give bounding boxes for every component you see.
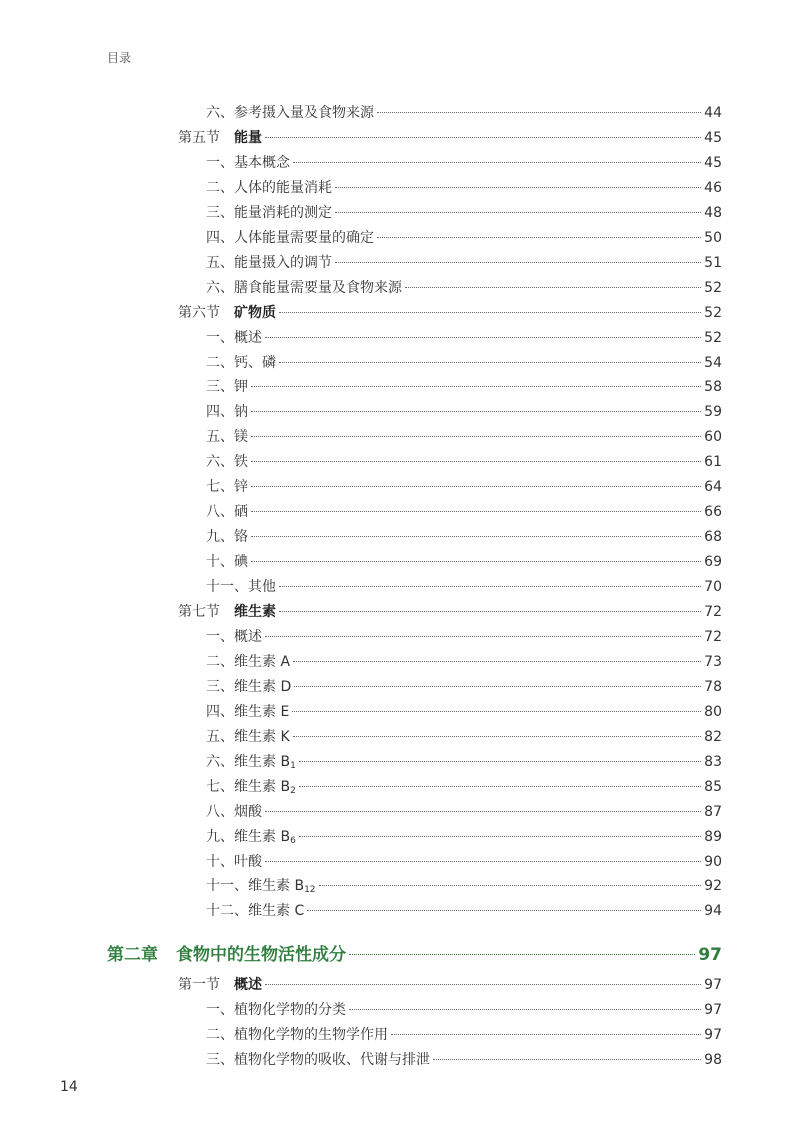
toc-page-number: 44 — [704, 105, 722, 121]
toc-entry-title — [206, 451, 248, 471]
toc-entry-title — [206, 352, 276, 372]
toc-entry-title — [206, 999, 346, 1019]
toc-item[interactable] — [206, 851, 722, 875]
toc-item[interactable] — [206, 676, 722, 700]
toc-entry-title — [206, 501, 248, 521]
dot-leader — [251, 560, 701, 562]
toc-item[interactable] — [206, 551, 722, 575]
toc-section[interactable] — [178, 974, 722, 998]
dot-leader — [279, 610, 701, 612]
toc-entry-title-text: 概述 — [234, 976, 262, 993]
toc-item[interactable] — [206, 751, 722, 775]
toc-item[interactable] — [206, 152, 722, 176]
toc-entry-title-text: 三、能量消耗的测定 — [206, 204, 332, 221]
dot-leader — [265, 136, 701, 138]
toc-entry-title-text: 九、维生素 B — [206, 828, 291, 845]
toc-page-number: 61 — [704, 454, 722, 471]
toc-entry-title-text: 五、维生素 K — [206, 728, 290, 745]
toc-entry-title-text: 十一、其他 — [206, 579, 276, 596]
toc-page-number: 68 — [704, 529, 722, 546]
toc-item[interactable] — [206, 352, 722, 376]
toc-entry-title-text: 八、硒 — [206, 504, 248, 521]
toc-entry-title — [234, 974, 262, 994]
toc-entry-title — [206, 1024, 388, 1044]
toc-page-number: 52 — [704, 329, 722, 346]
toc-page-number: 90 — [704, 853, 722, 870]
dot-leader — [294, 685, 701, 687]
dot-leader — [433, 1058, 701, 1060]
toc-entry-title — [206, 401, 248, 421]
toc-entry-title-text: 四、钠 — [206, 404, 248, 421]
toc-page-number: 48 — [704, 204, 722, 221]
toc-entry-subscript: 1 — [290, 760, 296, 771]
toc-page-number: 73 — [704, 653, 722, 670]
dot-leader — [251, 385, 701, 387]
dot-leader — [251, 460, 701, 462]
dot-leader — [299, 835, 701, 837]
toc-entry-subscript: 12 — [304, 885, 316, 896]
toc-entry-title-text: 六、参考摄入量及食物来源 — [206, 105, 374, 121]
toc-entry-subscript: 2 — [290, 785, 296, 796]
dot-leader — [265, 336, 701, 338]
toc-chapter[interactable] — [107, 940, 722, 968]
toc-entry-number: 第六节 — [178, 304, 220, 321]
toc-page-number: 83 — [704, 753, 722, 770]
toc-entry-title-text: 维生素 — [234, 604, 276, 620]
dot-leader — [293, 660, 701, 662]
toc-item[interactable] — [206, 576, 722, 600]
toc-page-number: 70 — [704, 579, 722, 596]
toc-page-number: 52 — [704, 279, 722, 296]
toc-entry-title — [234, 127, 262, 147]
toc-entry-number: 第一节 — [178, 976, 220, 993]
toc-entry-title-text: 三、钾 — [206, 379, 248, 396]
running-header: 目录 — [107, 51, 132, 65]
toc-entry-title-text: 五、镁 — [206, 429, 248, 446]
toc-page-number: 72 — [704, 628, 722, 645]
dot-leader — [405, 286, 701, 288]
toc-entry-title-text: 二、钙、磷 — [206, 354, 276, 371]
toc-item[interactable] — [206, 776, 722, 800]
toc-item[interactable] — [206, 327, 722, 351]
toc-entry-title — [206, 252, 332, 272]
toc-entry-title — [206, 177, 332, 197]
toc-item[interactable] — [206, 252, 722, 276]
toc-item[interactable] — [206, 177, 722, 201]
dot-leader — [251, 485, 701, 487]
toc-page-number: 69 — [704, 554, 722, 571]
toc-entry-title — [206, 327, 262, 347]
toc-item[interactable] — [206, 999, 722, 1023]
toc-page-number: 46 — [704, 179, 722, 196]
toc-entry-title — [206, 376, 248, 396]
toc-entry-title-text: 六、铁 — [206, 454, 248, 471]
toc-entry-title-text: 一、基本概念 — [206, 154, 290, 171]
toc-item[interactable] — [206, 501, 722, 525]
toc-page-number: 82 — [704, 728, 722, 745]
dot-leader — [265, 983, 701, 985]
toc-entry-number: 第七节 — [178, 604, 220, 620]
dot-leader — [299, 760, 701, 762]
toc-page-number: 92 — [704, 878, 722, 895]
toc-page-number: 78 — [704, 678, 722, 695]
toc-item[interactable] — [206, 626, 722, 650]
toc-entry-title — [176, 940, 346, 965]
toc-item[interactable] — [206, 1024, 722, 1048]
toc-entry-title — [206, 875, 316, 895]
toc-item[interactable] — [206, 701, 722, 725]
dot-leader — [391, 1033, 701, 1035]
toc-entry-title-text: 十、叶酸 — [206, 853, 262, 870]
toc-entry-number: 第二章 — [107, 945, 158, 966]
dot-leader — [279, 585, 701, 587]
toc-page-number: 94 — [704, 903, 722, 920]
dot-leader — [279, 361, 701, 363]
toc-item[interactable] — [206, 426, 722, 450]
toc-entry-title — [206, 152, 290, 172]
toc-item[interactable] — [206, 451, 722, 475]
toc-page-number: 87 — [704, 803, 722, 820]
page-number: 14 — [60, 1079, 78, 1095]
toc-item[interactable] — [206, 726, 722, 750]
dot-leader — [292, 710, 701, 712]
toc-entry-title-text: 六、维生素 B — [206, 753, 291, 770]
toc-entry-title-text: 九、铬 — [206, 529, 248, 546]
dot-leader — [265, 860, 701, 862]
toc-page-number: 97 — [704, 1001, 722, 1018]
toc-item[interactable] — [206, 801, 722, 825]
toc-entry-title — [206, 826, 296, 846]
toc-entry-title-text: 三、植物化学物的吸收、代谢与排泄 — [206, 1051, 430, 1068]
toc-page-number: 85 — [704, 778, 722, 795]
toc-page-number: 98 — [704, 1051, 722, 1068]
toc-entry-title — [206, 776, 296, 796]
toc-item[interactable] — [206, 227, 722, 251]
toc-section[interactable] — [178, 302, 722, 326]
toc-page-number: 50 — [704, 229, 722, 246]
dot-leader — [251, 410, 701, 412]
toc-page-number: 51 — [704, 254, 722, 271]
dot-leader — [293, 161, 701, 163]
toc-entry-title-text: 七、锌 — [206, 479, 248, 496]
toc-page-number: 64 — [704, 479, 722, 496]
toc-item[interactable] — [206, 376, 722, 400]
toc-entry-title — [206, 851, 262, 871]
toc-entry-title-text: 二、人体的能量消耗 — [206, 179, 332, 196]
dot-leader — [251, 510, 701, 512]
toc-item[interactable] — [206, 826, 722, 850]
dot-leader — [377, 236, 701, 238]
toc-item[interactable] — [206, 875, 722, 899]
dot-leader — [349, 1008, 701, 1010]
toc-entry-title — [206, 676, 291, 696]
toc-entry-title — [206, 1049, 430, 1069]
toc-entry-title — [206, 801, 262, 821]
toc-entry-title — [206, 277, 402, 297]
dot-leader — [319, 884, 702, 886]
toc-page-number: 97 — [704, 976, 722, 993]
toc-entry-title-text: 矿物质 — [234, 304, 276, 321]
toc-page-number: 45 — [704, 154, 722, 171]
toc-item[interactable] — [206, 401, 722, 425]
toc-entry-title — [206, 551, 248, 571]
dot-leader — [335, 186, 701, 188]
toc-entry-title — [206, 726, 290, 746]
toc-item[interactable] — [206, 277, 722, 301]
toc-entry-title — [206, 576, 276, 596]
dot-leader — [349, 953, 695, 955]
dot-leader — [377, 111, 701, 113]
dot-leader — [265, 635, 701, 637]
toc-entry-title-text: 十、碘 — [206, 554, 248, 571]
dot-leader — [307, 909, 701, 911]
toc-item[interactable] — [206, 102, 722, 126]
toc-item[interactable] — [206, 526, 722, 550]
toc-section[interactable] — [178, 601, 722, 625]
toc-entry-title-text: 八、烟酸 — [206, 803, 262, 820]
toc-entry-title-text: 食物中的生物活性成分 — [176, 945, 346, 966]
toc-entry-title — [234, 601, 276, 621]
toc-entry-title — [206, 526, 248, 546]
toc-page-number: 89 — [704, 828, 722, 845]
toc-item[interactable] — [206, 651, 722, 675]
toc-page-number: 52 — [704, 304, 722, 321]
toc-page-number: 97 — [698, 945, 722, 966]
toc-page-number: 59 — [704, 404, 722, 421]
dot-leader — [299, 785, 701, 787]
dot-leader — [251, 435, 701, 437]
toc-entry-title-text: 七、维生素 B — [206, 778, 291, 795]
toc-item[interactable] — [206, 900, 722, 924]
toc-entry-title-text: 一、概述 — [206, 329, 262, 346]
toc-entry-title — [234, 302, 276, 322]
toc-entry-title-text: 能量 — [234, 129, 262, 146]
toc-entry-title — [206, 227, 374, 247]
toc-entry-title-text: 三、维生素 D — [206, 678, 292, 695]
toc-entry-title — [206, 900, 304, 920]
dot-leader — [265, 810, 701, 812]
toc-page-number: 97 — [704, 1026, 722, 1043]
toc-entry-title-text: 五、能量摄入的调节 — [206, 254, 332, 271]
toc-entry-title — [206, 102, 374, 122]
toc-page-number: 80 — [704, 703, 722, 720]
toc-page-number: 58 — [704, 379, 722, 396]
dot-leader — [251, 535, 701, 537]
toc-entry-title-text: 二、植物化学物的生物学作用 — [206, 1026, 388, 1043]
toc-entry-title-text: 十二、维生素 C — [206, 903, 305, 920]
toc-entry-title — [206, 751, 296, 771]
toc-section[interactable] — [178, 127, 722, 151]
toc-entry-title — [206, 202, 332, 222]
toc-page-number: 45 — [704, 129, 722, 146]
toc-entry-title-text: 六、膳食能量需要量及食物来源 — [206, 279, 402, 296]
dot-leader — [335, 211, 701, 213]
toc-entry-title-text: 十一、维生素 B — [206, 878, 305, 895]
toc-entry-title — [206, 476, 248, 496]
toc-item[interactable] — [206, 476, 722, 500]
toc-entry-title-text: 一、植物化学物的分类 — [206, 1001, 346, 1018]
toc-entry-title-text: 四、维生素 E — [206, 703, 290, 720]
toc-entry-title — [206, 626, 262, 646]
toc-entry-number: 第五节 — [178, 129, 220, 146]
toc-entry-title — [206, 651, 290, 671]
dot-leader — [279, 311, 701, 313]
dot-leader — [293, 735, 702, 737]
toc-entry-title-text: 二、维生素 A — [206, 653, 291, 670]
toc-entry-title — [206, 701, 289, 721]
toc-entry-title-text: 一、概述 — [206, 628, 262, 645]
dot-leader — [335, 261, 701, 263]
toc-page-number: 54 — [704, 354, 722, 371]
toc-entry-subscript: 6 — [290, 835, 296, 846]
toc-page-number: 66 — [704, 504, 722, 521]
toc-page-number: 72 — [704, 604, 722, 620]
toc-item[interactable] — [206, 1049, 722, 1073]
toc-entry-title — [206, 426, 248, 446]
toc-page-number: 60 — [704, 429, 722, 446]
toc-entry-title-text: 四、人体能量需要量的确定 — [206, 229, 374, 246]
toc-item[interactable] — [206, 202, 722, 226]
